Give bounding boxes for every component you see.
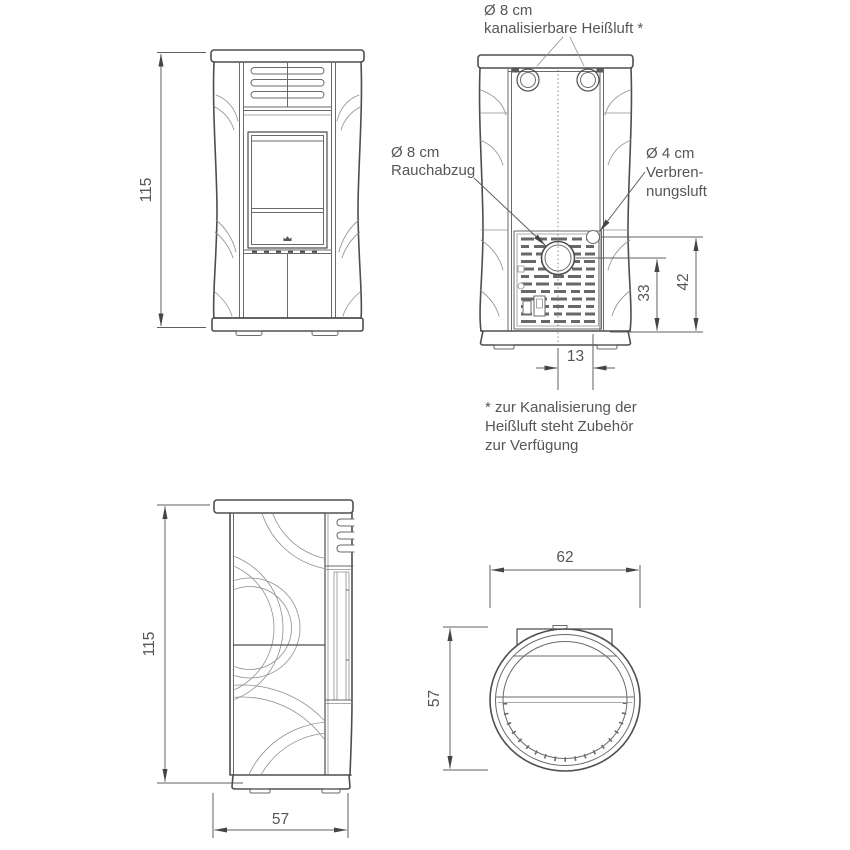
outlet-height-dimensions [576,237,703,332]
back-top-tab-left [512,69,519,73]
dim-42-label: 42 [675,273,692,291]
outlet-offset-dimension [536,334,615,390]
combustion-air-circle [587,231,600,244]
back-plinth [481,331,631,345]
top-segment-ticks [505,703,625,760]
side-door-edge [334,572,349,700]
side-depth-dim-label: 57 [271,811,290,828]
front-view [138,50,364,336]
back-right-pillar-decor [605,90,631,316]
front-height-dim-label: 115 [138,177,155,203]
kanalisierbare-leader-lines [537,37,584,66]
label-rauchabzug-line1: Ø 8 cm [391,144,440,161]
verbrennungsluft-leader-arrow [600,172,645,231]
ducted-air-outlet-right-inner [581,73,596,88]
footnote-line1: * zur Kanalisierung der [485,399,637,416]
back-top-tab-right [597,69,604,73]
side-view [129,406,424,850]
front-height-dimension [138,53,206,328]
brand-logo [284,236,292,241]
rauchabzug-leader-arrow [474,178,545,245]
label-kanalisierbare-line2: kanalisierbare Heißluft * [484,20,644,37]
side-plinth [232,775,350,789]
back-top-plate [478,55,633,68]
front-door [244,115,332,248]
grille-mark-circle [518,283,524,289]
footnote-line3: zur Verfügung [485,437,579,454]
front-door-glass [252,136,324,245]
label-kanalisierbare-line1: Ø 8 cm [484,2,533,19]
top-back-panel [517,629,612,646]
front-left-edge [214,62,217,318]
label-verbrennungsluft [600,145,708,231]
side-height-dimension [141,505,243,783]
footnote [485,399,637,454]
side-height-dim-label: 115 [141,631,158,657]
label-rauchabzug-line2: Rauchabzug [391,162,476,179]
side-top-plate [214,500,353,513]
top-inner-ring [503,642,627,759]
grille-mark-square [518,266,524,272]
ducted-air-outlet-left-inner [521,73,536,88]
side-louver-comb [337,519,354,552]
back-pillar-joints [480,113,630,230]
label-kanalisierbare-heissluft [484,2,643,66]
front-left-pillar-decor [215,95,238,316]
top-width-extension-lines [490,565,640,608]
label-rauchabzug [391,144,545,245]
front-top-plate [211,50,364,62]
back-left-pillar-decor [480,90,506,316]
footnote-line2: Heißluft steht Zubehör [485,418,634,435]
back-view [391,2,708,454]
front-right-edge [358,62,361,318]
label-verbrennungsluft-line3: nungsluft [646,183,707,200]
dim-13-label: 13 [566,348,585,365]
top-middle-ring [496,635,635,766]
front-vent-panel [244,62,332,111]
top-view [426,549,640,771]
front-door-frame [248,132,327,248]
top-outer-ring [490,629,640,771]
label-verbrennungsluft-line2: Verbren- [646,164,704,181]
front-right-pillar-decor [337,95,360,316]
side-depth-dimension [213,793,348,838]
dim-33-label: 33 [636,284,653,302]
top-width-dim-label: 62 [556,549,574,566]
power-switch [523,301,531,314]
top-width-dimension [490,549,640,608]
front-height-extension-lines [157,53,206,328]
front-plinth [212,318,363,331]
top-depth-dim-label: 57 [426,689,443,708]
top-depth-dimension [426,627,488,770]
label-verbrennungsluft-line1: Ø 4 cm [646,145,695,162]
